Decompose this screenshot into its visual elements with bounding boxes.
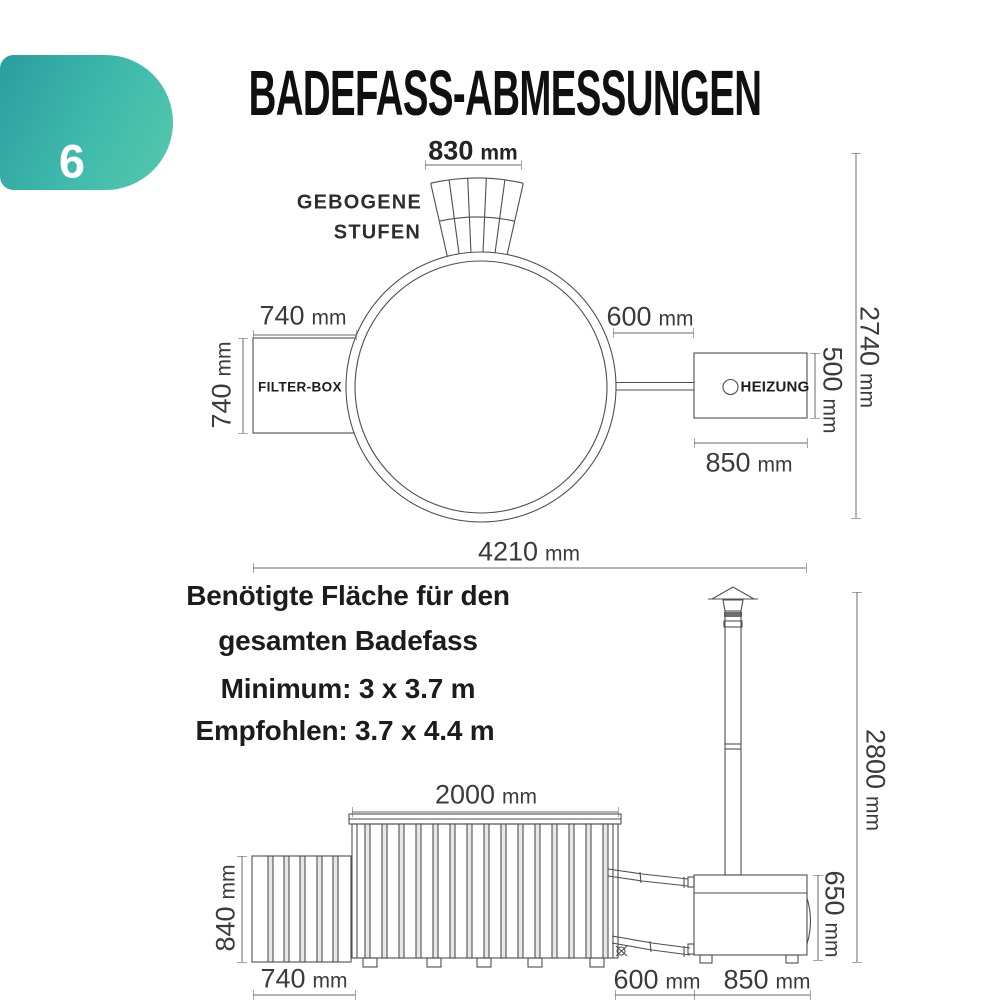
dim-label-830 xyxy=(428,136,517,167)
dim-650-unit: mm xyxy=(820,922,844,958)
dim-830-unit: mm xyxy=(480,141,518,165)
dim-740w-value: 740 xyxy=(259,300,305,331)
dim-840-value: 840 xyxy=(210,906,241,952)
dim-label-2800 xyxy=(860,729,891,831)
area-text-line1: Benötigte Fläche für den xyxy=(186,580,510,611)
heater-knob-icon xyxy=(723,380,738,395)
dim-2800-unit: mm xyxy=(861,796,885,832)
dim-600-unit: mm xyxy=(658,307,694,331)
chimney xyxy=(708,587,758,875)
persons-label: Personen xyxy=(18,198,128,225)
dim-2800-value: 2800 xyxy=(860,728,891,790)
dim-label-4210 xyxy=(478,537,580,568)
area-text-line2: gesamten Badefass xyxy=(218,625,478,656)
steps-side xyxy=(252,856,351,962)
dim-label-850-bottom xyxy=(723,965,810,996)
dim-600-value: 600 xyxy=(606,301,652,332)
dim-label-840 xyxy=(211,864,242,951)
dim-label-2740 xyxy=(854,306,885,408)
dim-740b-value: 740 xyxy=(260,963,306,994)
side-pipes xyxy=(608,869,690,957)
page-title: BADEFASS-ABMESSUNGEN xyxy=(248,57,762,129)
dim-4210-unit: mm xyxy=(545,542,581,566)
persons-count: 6 xyxy=(58,134,86,188)
dim-2740-unit: mm xyxy=(855,373,879,409)
persons-badge xyxy=(0,55,173,225)
dim-500-value: 500 xyxy=(817,346,848,392)
dim-4210-value: 4210 xyxy=(477,536,539,567)
tub-side xyxy=(349,814,621,967)
heater-label: HEIZUNG xyxy=(740,378,810,396)
dim-740b-unit: mm xyxy=(312,969,348,993)
dim-600b-unit: mm xyxy=(665,970,701,994)
filter-box-label: FILTER-BOX xyxy=(258,379,342,395)
dim-830-value: 830 xyxy=(428,135,474,166)
dim-label-650 xyxy=(819,870,850,957)
dim-label-600-bottom xyxy=(613,965,700,996)
heater-side xyxy=(688,875,811,963)
dim-850b-value: 850 xyxy=(723,964,769,995)
dim-650-value: 650 xyxy=(819,870,850,916)
dim-label-500 xyxy=(817,346,848,433)
dim-740w-unit: mm xyxy=(311,306,347,330)
area-recommended: Empfohlen: 3.7 x 4.4 m xyxy=(195,715,495,746)
area-minimum: Minimum: 3 x 3.7 m xyxy=(220,673,476,704)
dim-740d-unit: mm xyxy=(212,341,236,377)
dim-840-unit: mm xyxy=(216,864,240,900)
dim-2000-value: 2000 xyxy=(434,779,496,810)
dim-label-850-top xyxy=(705,448,792,479)
dim-label-740-width xyxy=(259,301,346,332)
steps-label-line2: STUFEN xyxy=(333,221,421,244)
dim-850t-unit: mm xyxy=(757,453,793,477)
dim-label-600 xyxy=(606,302,693,333)
dim-label-2000 xyxy=(435,780,537,811)
dim-850t-value: 850 xyxy=(705,447,751,478)
dim-label-740-bottom xyxy=(260,964,347,995)
dim-2740-value: 2740 xyxy=(854,305,885,367)
steps-label-line1: GEBOGENE xyxy=(296,191,422,214)
dim-500-unit: mm xyxy=(818,398,842,434)
dim-600b-value: 600 xyxy=(613,964,659,995)
tub-outer-circle xyxy=(346,252,616,522)
dim-2000-unit: mm xyxy=(502,785,538,809)
dim-740d-value: 740 xyxy=(206,383,237,429)
dim-850b-unit: mm xyxy=(775,970,811,994)
dim-label-740-depth xyxy=(207,341,238,428)
